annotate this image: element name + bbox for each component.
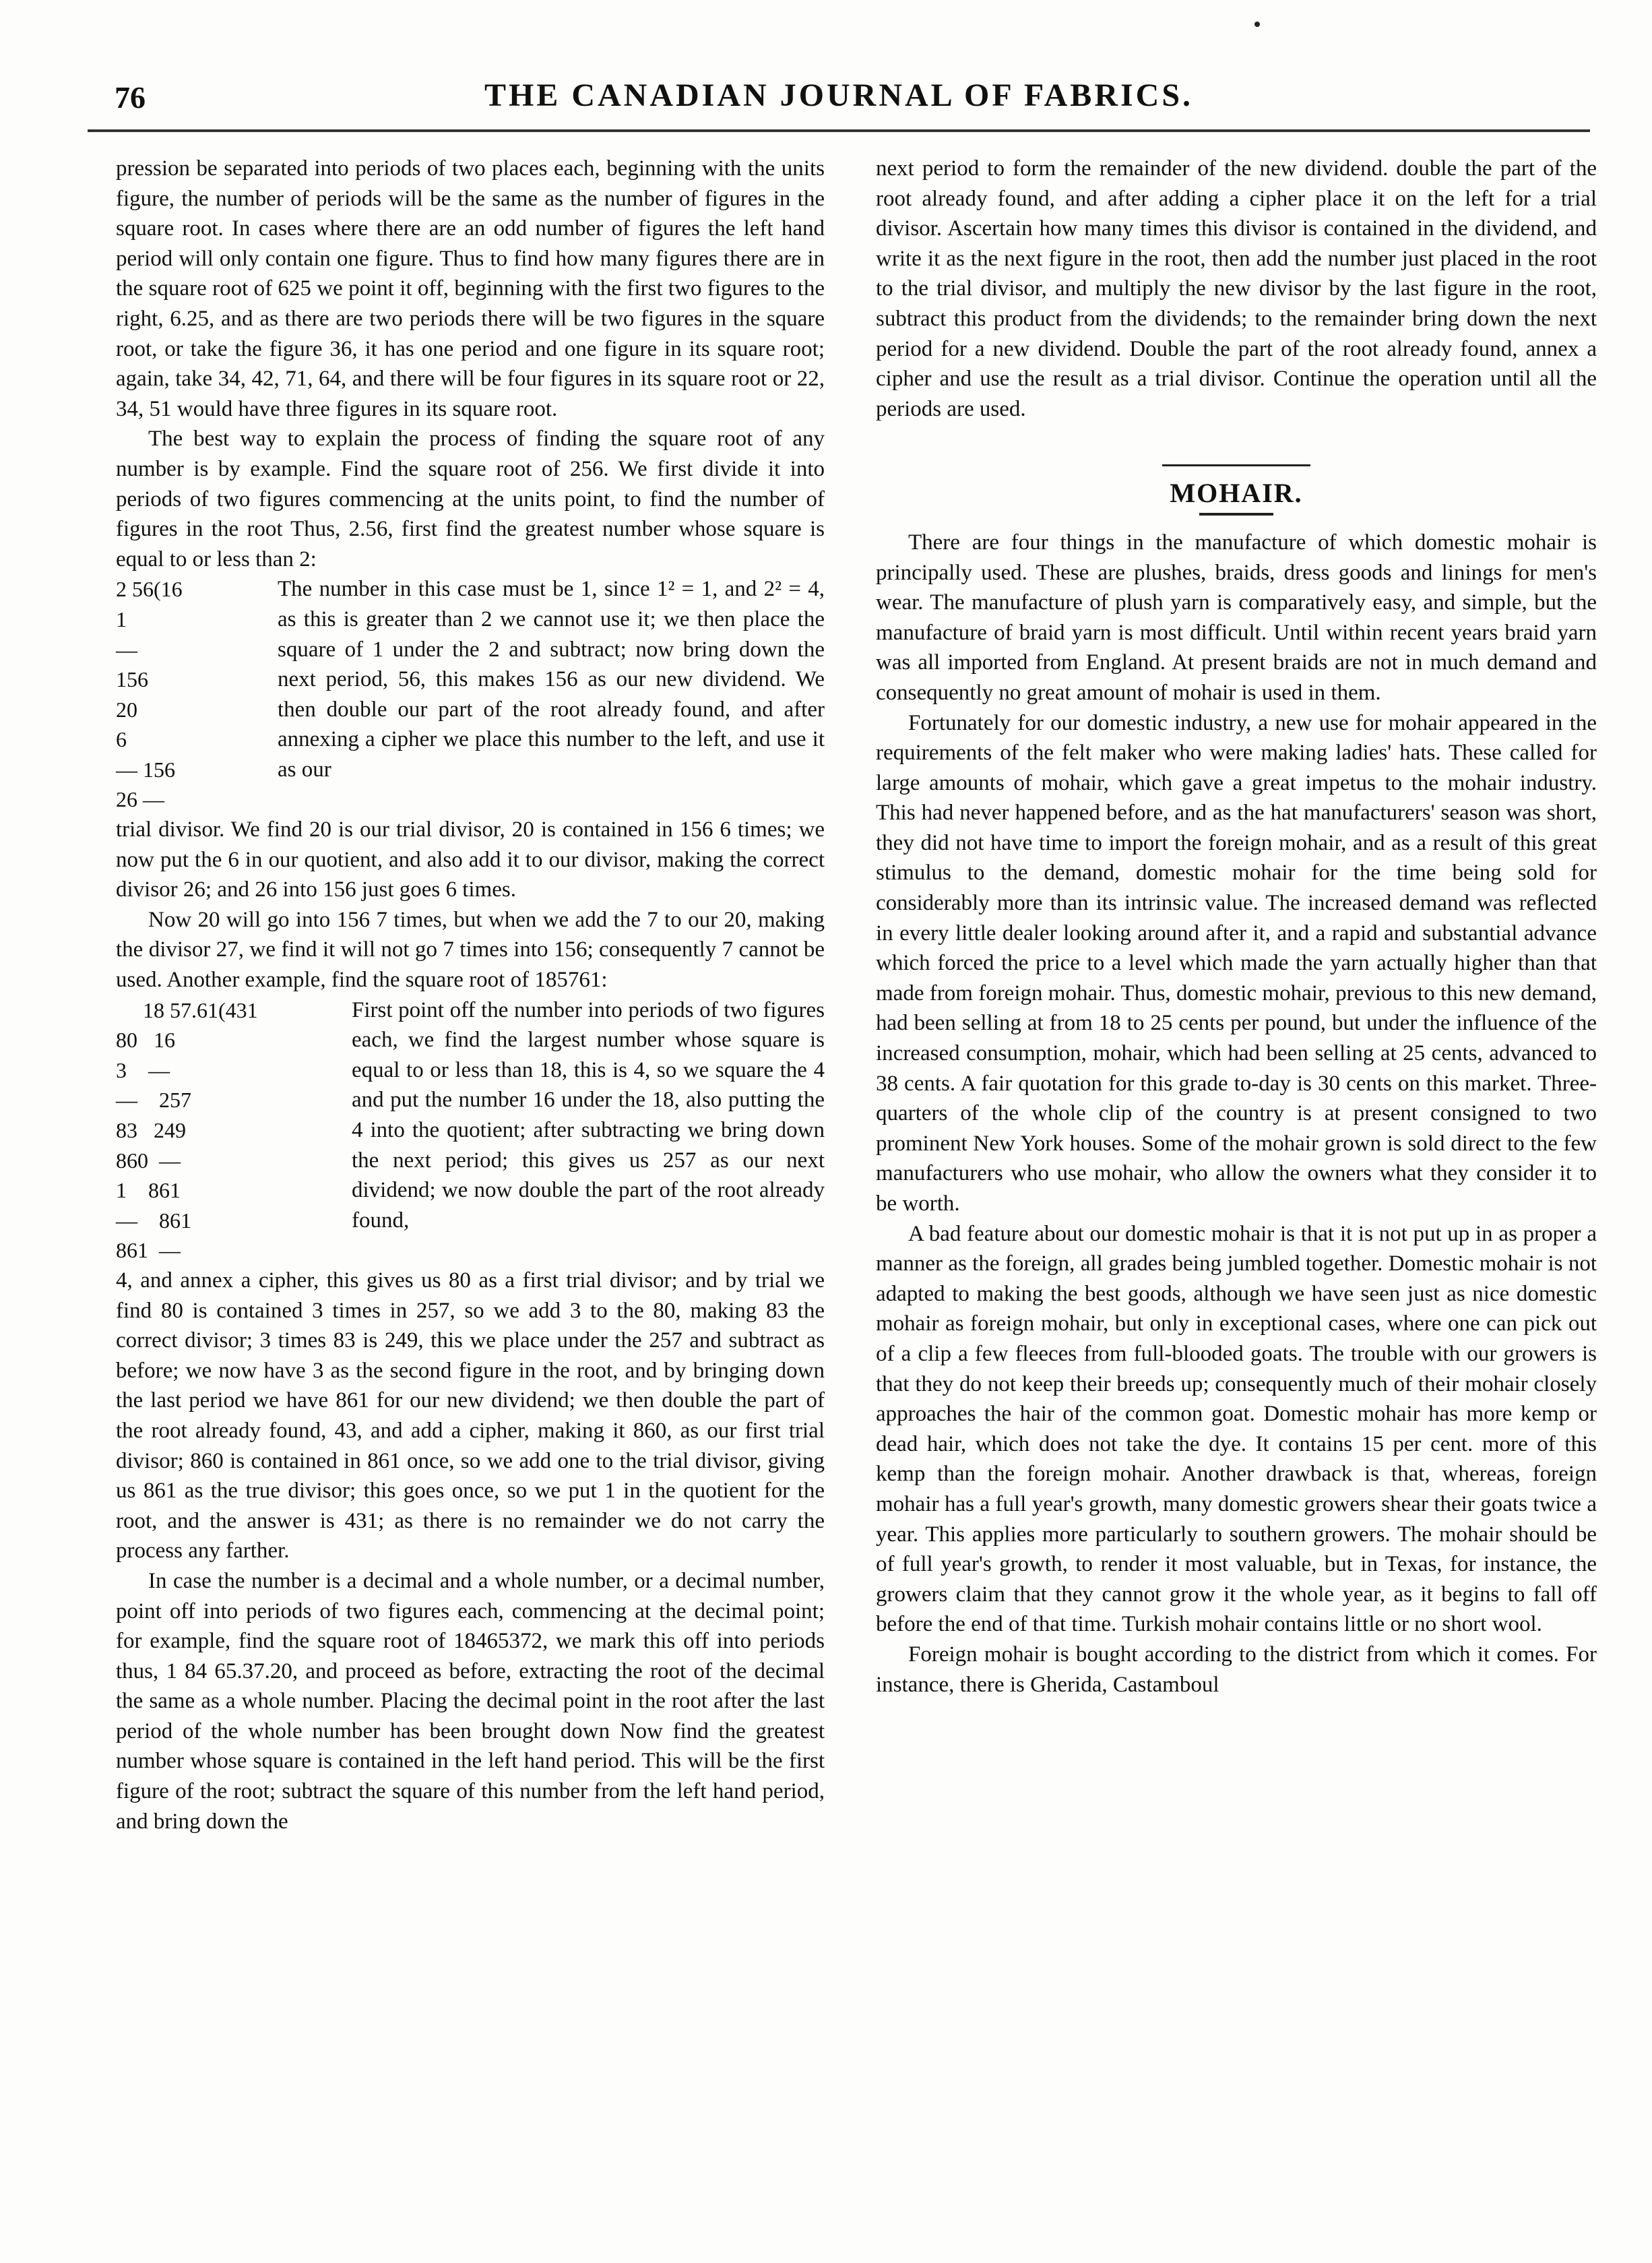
heading-rule-top xyxy=(1162,464,1310,466)
right-paragraph-1: next period to form the remainder of the new dividend. double the part of the root already found, and after adding a cipher place it on the left for a trial divisor. Ascertain how many times this divisor is contained in the dividend, and write it as the next figure in the root, then add the number just placed in the root to the trial divisor, and multiply the new divisor by the last figure in the root, subtract this product from the dividends; to the remainder bring down the next period for a new dividend. Double the part of the root already found, annex a cipher and use the result as a trial divisor. Continue the operation until all the periods are used. xyxy=(876,156,1597,421)
left-paragraph-5: 4, and annex a cipher, this gives us 80 as a first trial divisor; and by trial we find 80 is contained 3 times in 257, so we add 3 to the 80, making 83 the correct divisor; 3 times 83 is 249, this we place under the 257 and subtract as before; we now have 3 as the second figure in the root, and by bringing down the last period we have 861 for our new dividend; we then double the part of the root already found, 43, and add a cipher, making it 860, as our first trial divisor; 860 is contained in 861 once, so we add one to the trial divisor, giving us 861 as the true divisor; this goes once, so we put 1 in the quotient for the root, and the answer is 431; as there is no remainder we do not carry the process any farther. xyxy=(116,1268,825,1563)
left-paragraph-4: Now 20 will go into 156 7 times, but when we add the 7 to our 20, making the divisor 27, we find it will not go 7 times into 156; consequently 7 cannot be used. Another example, find the square root of 185761: xyxy=(116,907,825,993)
calculation-block-2 xyxy=(116,995,825,1266)
calculation-figures-2: 18 57.61(431 80 16 3 — — 257 83 249 860 — 1 861 — 861 861 — xyxy=(116,997,258,1263)
left-paragraph-3: trial divisor. We find 20 is our trial divisor, 20 is contained in 156 6 times; we now put the 6 in our quotient, and also add it to our divisor, making the correct divisor 26; and 26 into 156 just goes 6 times. xyxy=(116,817,825,902)
right-column xyxy=(876,154,1597,1700)
left-column xyxy=(116,154,825,1836)
journal-title: THE CANADIAN JOURNAL OF FABRICS. xyxy=(484,78,1194,113)
calculation-figures-1: 2 56(16 1 — 156 20 6 — 156 26 — xyxy=(116,577,183,812)
right-paragraph-5: Foreign mohair is bought according to the district from which it comes. For instance, there is Gherida, Castamboul xyxy=(876,1642,1597,1697)
heading-rule-bottom xyxy=(1199,513,1273,516)
calculation-explanation-1: The number in this case must be 1, since 1² = 1, and 2² = 4, as this is greater than 2 we cannot use it; we then place the square of 1 under the 2 and subtract; now bring down the next period, 56, this makes 156 as our new dividend. We then double our part of the root already found, and after annexing a cipher we place this number to the left, and use it as our xyxy=(278,577,825,782)
left-paragraph-1: pression be separated into periods of two places each, beginning with the units figure, the number of periods will be the same as the number of figures in the square root. In cases where there are an odd number of figures the left hand period will only contain one figure. Thus to find how many figures there are in the square root of 625 we point it off, beginning with the first two figures to the right, 6.25, and as there are two periods there will be two figures in the square root, or take the figure 36, it has one period and one figure in its square root; again, take 34, 42, 71, 64, and there will be four figures in its square root or 22, 34, 51 would have three figures in its square root. xyxy=(116,156,825,421)
header-rule xyxy=(88,129,1590,132)
section-heading xyxy=(876,464,1597,516)
left-paragraph-6: In case the number is a decimal and a whole number, or a decimal number, point off into periods of two figures each, commencing at the decimal point; for example, find the square root of 18465372, we mark this off into periods thus, 1 84 65.37.20, and proceed as before, extracting the root of the decimal the same as a whole number. Placing the decimal point in the root after the last period of the whole number has been brought down Now find the greatest number whose square is contained in the left hand period. This will be the first figure of the root; subtract the square of this number from the left hand period, and bring down the xyxy=(116,1568,825,1834)
calculation-explanation-2: First point off the number into periods of two figures each, we find the largest number whose square is equal to or less than 18, this is 4, so we square the 4 and put the number 16 under the 18, also putting the 4 into the quotient; after subtracting we bring down the next period; this gives us 257 as our next dividend; we now double the part of the root already found, xyxy=(352,997,825,1233)
right-paragraph-2: There are four things in the manufacture of which domestic mohair is principally used. These are plushes, braids, dress goods and linings for men's wear. The manufacture of plush yarn is comparatively easy, and simple, but the manufacture of braid yarn is most difficult. Until within recent years braid yarn was all imported from England. At present braids are not in much demand and consequently no great amount of mohair is used in them. xyxy=(876,530,1597,705)
section-title: MOHAIR. xyxy=(1170,478,1303,509)
left-paragraph-2: The best way to explain the process of finding the square root of any number is by example. Find the square root of 256. We first divide it into periods of two figures commencing at the units point, to find the number of figures in the root Thus, 2.56, first find the greatest number whose square is equal to or less than 2: xyxy=(116,427,825,571)
print-speck xyxy=(1254,22,1260,27)
page-number: 76 xyxy=(115,80,146,115)
page-header xyxy=(88,73,1590,113)
right-paragraph-4: A bad feature about our domestic mohair is that it is not put up in as proper a manner as the foreign, all grades being jumbled together. Domestic mohair is not adapted to making the best goods, although we have seen just as nice domestic mohair as foreign mohair, but only in exceptional cases, where one can pick out of a clip a few fleeces from full-blooded goats. The trouble with our growers is that they do not keep their breeds up; consequently much of their mohair closely approaches the hair of the common goat. Domestic mohair has more kemp or dead hair, which does not take the dye. It contains 15 per cent. more of this kemp than the foreign mohair. Another drawback is that, whereas, foreign mohair has a full year's growth, many domestic growers shear their goats twice a year. This applies more particularly to southern growers. The mohair should be of full year's growth, to render it most valuable, but in Texas, for instance, the growers claim that they cannot grow it the whole year, as it begins to fall off before the end of that time. Turkish mohair contains little or no short wool. xyxy=(876,1221,1597,1637)
calculation-block-1 xyxy=(116,574,825,815)
right-paragraph-3: Fortunately for our domestic industry, a new use for mohair appeared in the requirements of the felt maker who were making ladies' hats. These called for large amounts of mohair, which gave a great impetus to the mohair industry. This had never happened before, and as the hat manufacturers' season was short, they did not have time to import the foreign mohair, and as a result of this great stimulus to the demand, domestic mohair for the time being sold for considerably more than its intrinsic value. The increased demand was reflected in every little dealer looking around after it, and a rapid and substantial advance which forced the price to a level which made the yarn actually higher than that made from foreign mohair. Thus, domestic mohair, previous to this new demand, had been selling at from 18 to 25 cents per pound, but under the influence of the increased consumption, mohair, which had been selling at 25 cents, advanced to 38 cents. A fair quotation for this grade to-day is 30 cents on this market. Three-quarters of the whole clip of the country is at present consigned to two prominent New York houses. Some of the mohair grown is sold direct to the few manufacturers who use mohair, who allow the owners what they consider it to be worth. xyxy=(876,710,1597,1216)
